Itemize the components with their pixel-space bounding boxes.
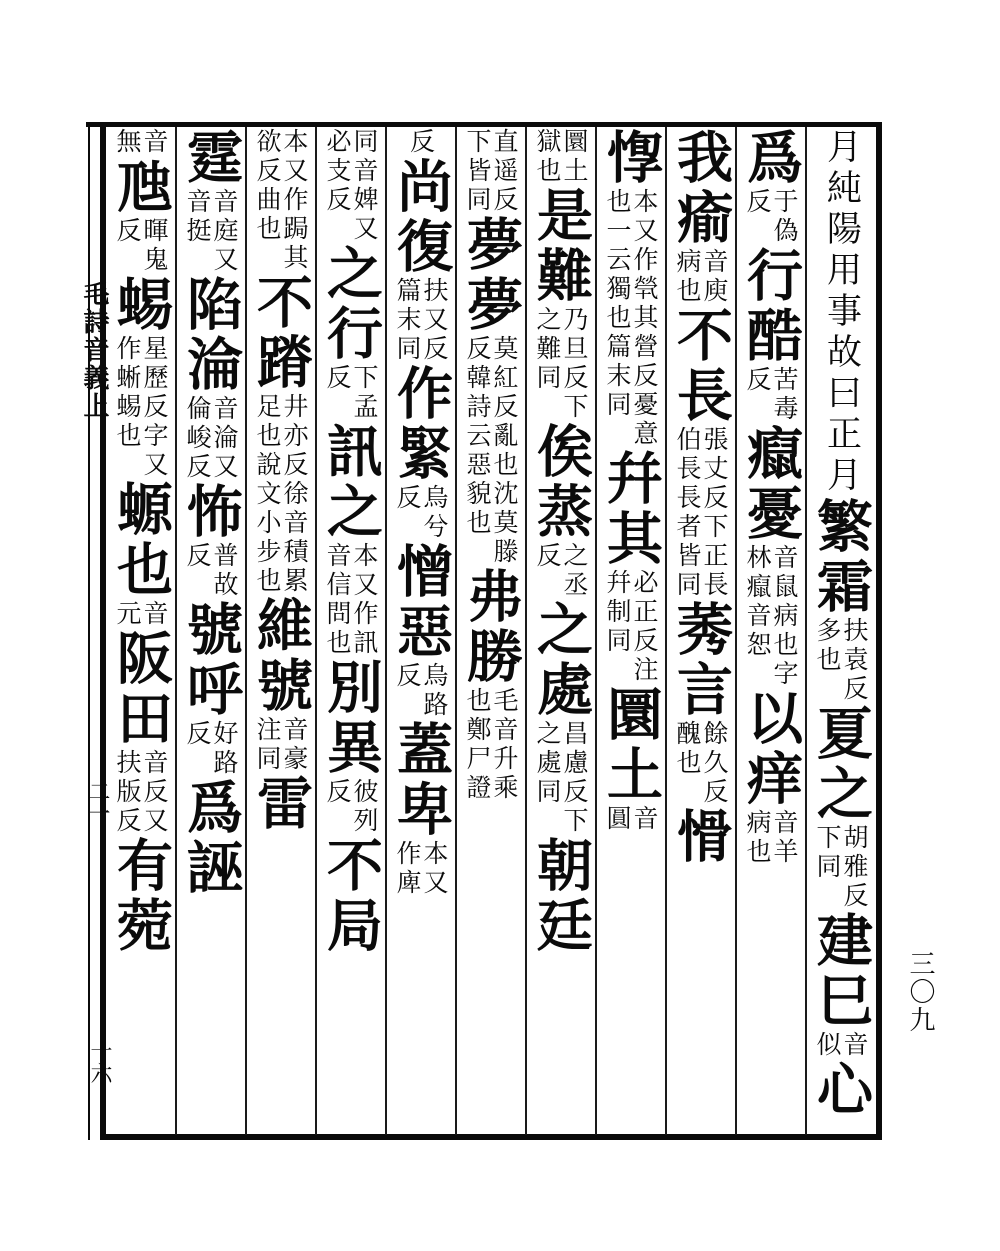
headword: 行酷 [738, 246, 804, 366]
gloss-note [115, 128, 167, 157]
headword: 圜土 [598, 685, 664, 805]
headword: 虺 [108, 157, 174, 217]
gloss-line: 胡雅反 [840, 824, 869, 911]
gloss-line: 病也 [673, 248, 702, 306]
gloss-note [185, 720, 237, 778]
gloss-line: 反 [323, 364, 352, 393]
gloss-line: 反 [113, 217, 142, 246]
gloss-line: 本又作跼其 [280, 128, 309, 273]
gloss-note [395, 662, 447, 720]
gloss-note [115, 749, 167, 836]
headword: 蓋卑 [388, 720, 454, 840]
gloss-line: 之難同 [533, 306, 562, 393]
gloss-note [815, 617, 867, 704]
headword: 我瘉 [668, 128, 734, 248]
gloss-note [605, 805, 657, 834]
gloss-line: 醜也 [673, 720, 702, 778]
gloss-line: 本又作煢其營反憂意 [630, 188, 659, 449]
gloss-note [465, 128, 517, 215]
gloss-note [745, 366, 797, 424]
gloss-note [535, 128, 587, 186]
gloss-note [325, 542, 377, 658]
gloss-line: 圜土 [560, 128, 589, 186]
page-number: 三〇九 [905, 950, 935, 1034]
gloss-line: 伯長長者皆同 [673, 426, 702, 600]
gloss-note [115, 335, 167, 480]
gloss-note [745, 809, 797, 867]
gloss-line: 病也 [743, 809, 772, 867]
gloss-line: 似 [813, 1031, 842, 1060]
headword: 朝廷 [528, 836, 594, 956]
headword: 之處 [528, 600, 594, 720]
gloss-line: 暉鬼 [140, 217, 169, 275]
headword: 作緊 [388, 364, 454, 484]
gloss-line: 必正反注 [630, 569, 659, 685]
gloss-line: 作蜥蜴也 [113, 335, 142, 451]
gloss-note [745, 188, 797, 246]
headword: 惸 [598, 128, 664, 188]
headword: 幷其 [598, 449, 664, 569]
text-column [526, 128, 596, 1133]
gloss-line: 反韓詩云惡貌也 [463, 335, 492, 538]
gloss-note [325, 128, 377, 244]
headword: 莠言 [668, 600, 734, 720]
gloss-line: 反 [743, 366, 772, 395]
margin-bottom-mark: 十六 [87, 1040, 112, 1084]
gloss-note [535, 542, 587, 600]
gloss-line: 下孟 [350, 364, 379, 422]
gloss-line: 烏兮 [420, 484, 449, 542]
gloss-line: 音庭又 [210, 188, 239, 275]
gloss-note [255, 716, 307, 774]
gloss-line: 之丞 [560, 542, 589, 600]
gloss-note [115, 217, 167, 275]
text-column [456, 128, 526, 1133]
gloss-note [255, 393, 307, 596]
gloss-line: 昌慮反下 [560, 720, 589, 836]
gloss-line: 反 [533, 542, 562, 571]
gloss-line: 反 [393, 662, 422, 691]
headword: 是難 [528, 186, 594, 306]
gloss-note [185, 188, 237, 275]
headword: 怖 [178, 482, 244, 542]
headword: 以痒 [738, 689, 804, 809]
gloss-line: 之處同 [533, 720, 562, 807]
gloss-line: 音 [140, 128, 169, 157]
headword: 弗勝 [458, 567, 524, 687]
text-column [106, 128, 176, 1133]
gloss-line: 獄也 [533, 128, 562, 186]
headword: 癙憂 [738, 424, 804, 544]
gloss-note [675, 720, 727, 807]
gloss-note [815, 1031, 867, 1060]
headword: 心 [808, 1060, 874, 1120]
gloss-line: 音鼠病也字 [770, 544, 799, 689]
gloss-note [745, 544, 797, 689]
commentary-line: 月純陽用事故曰正月 [821, 128, 862, 497]
headword: 憎惡 [388, 542, 454, 662]
gloss-line: 反 [183, 542, 212, 571]
gloss-line: 音挺 [183, 188, 212, 246]
headword: 建巳 [808, 911, 874, 1031]
headword: 阪田 [108, 629, 174, 749]
frame-bottom-border [104, 1134, 882, 1140]
gloss-note [185, 395, 237, 482]
gloss-line: 林癙音恕 [743, 544, 772, 660]
gloss-line: 音 [840, 1031, 869, 1060]
gloss-line: 本又作訊 [350, 542, 379, 658]
margin-fold-mark: 二一 [85, 780, 110, 824]
gloss-note [605, 569, 657, 685]
gloss-note [535, 720, 587, 836]
gloss-line: 扶袁反 [840, 617, 869, 704]
gloss-line: 直遥反 [490, 128, 519, 215]
gloss-line: 扶又反 [420, 277, 449, 364]
frame-left-outer-border [88, 122, 90, 1140]
gloss-line: 音 [630, 805, 659, 834]
gloss-line: 張丈反下正長 [700, 426, 729, 600]
headword: 夢夢 [458, 215, 524, 335]
headword: 之行 [318, 244, 384, 364]
gloss-note [406, 128, 436, 157]
headword: 號呼 [178, 600, 244, 720]
gloss-line: 反 [743, 188, 772, 217]
headword: 維號 [248, 596, 314, 716]
gloss-line: 反 [406, 128, 436, 157]
headword: 不蹐 [248, 273, 314, 393]
gloss-line: 毛音升乘 [490, 687, 519, 803]
gloss-line: 星歷反字又 [140, 335, 169, 480]
gloss-note [395, 484, 447, 542]
headword: 不局 [318, 836, 384, 956]
gloss-note [395, 840, 447, 898]
gloss-note [185, 542, 237, 600]
text-column [666, 128, 736, 1133]
headword: 雷 [248, 774, 314, 834]
headword: 尚復 [388, 157, 454, 277]
gloss-line: 多也 [813, 617, 842, 675]
frame-top-border [86, 122, 882, 127]
gloss-line: 扶版反 [113, 749, 142, 836]
gloss-note [465, 687, 517, 803]
gloss-note [675, 426, 727, 600]
gloss-line: 反 [323, 778, 352, 807]
headword: 俟蒸 [528, 422, 594, 542]
gloss-note [115, 600, 167, 629]
gloss-line: 反 [183, 720, 212, 749]
headword: 繁霜 [808, 497, 874, 617]
gloss-line: 音庾 [700, 248, 729, 306]
gloss-line: 本又 [420, 840, 449, 898]
text-column [176, 128, 246, 1133]
gloss-line: 音淪又 [210, 395, 239, 482]
headword: 螈也 [108, 480, 174, 600]
gloss-line: 餘久反 [700, 720, 729, 807]
gloss-line: 好路 [210, 720, 239, 778]
headword: 愲 [668, 807, 734, 867]
gloss-note [535, 306, 587, 422]
headword: 爲 [738, 128, 804, 188]
headword: 別異 [318, 658, 384, 778]
gloss-line: 于偽 [770, 188, 799, 246]
gloss-line: 下皆同 [463, 128, 492, 215]
headword: 爲誣 [178, 778, 244, 898]
gloss-line: 倫峻反 [183, 395, 212, 482]
text-column [246, 128, 316, 1133]
gloss-note [675, 248, 727, 306]
gloss-line: 井亦反徐音積累 [280, 393, 309, 596]
gloss-line: 足也說文小步也 [253, 393, 282, 596]
gloss-line: 也鄭尸證 [463, 687, 492, 803]
gloss-line: 作庳 [393, 840, 422, 898]
gloss-line: 反 [393, 484, 422, 513]
gloss-line: 同音婢又 [350, 128, 379, 244]
headword: 訊之 [318, 422, 384, 542]
text-column [806, 128, 876, 1133]
headword: 霆 [178, 128, 244, 188]
gloss-line: 彼列 [350, 778, 379, 836]
gloss-note [325, 778, 377, 836]
gloss-line: 普故 [210, 542, 239, 600]
gloss-line: 音豪 [280, 716, 309, 774]
gloss-line: 幷制同 [603, 569, 632, 656]
gloss-note [395, 277, 447, 364]
headword: 不長 [668, 306, 734, 426]
headword: 夏之 [808, 704, 874, 824]
gloss-note [815, 824, 867, 911]
gloss-line: 音反又 [140, 749, 169, 836]
gloss-line: 篇末同 [393, 277, 422, 364]
margin-book-title: 毛詩音義上 [79, 280, 109, 420]
gloss-note [255, 128, 307, 273]
gloss-line: 必支反 [323, 128, 352, 215]
headword: 陷淪 [178, 275, 244, 395]
gloss-line: 苦毒 [770, 366, 799, 424]
gloss-line: 烏路 [420, 662, 449, 720]
gloss-line: 乃旦反下 [560, 306, 589, 422]
text-column [386, 128, 456, 1133]
headword: 有菀 [108, 836, 174, 956]
gloss-line: 音 [140, 600, 169, 629]
gloss-line: 莫紅反亂也沈莫滕 [490, 335, 519, 567]
gloss-line: 注同 [253, 716, 282, 774]
text-column [596, 128, 666, 1133]
gloss-line: 音羊 [770, 809, 799, 867]
gloss-line: 欲反曲也 [253, 128, 282, 244]
gloss-line: 也一云獨也篇末同 [603, 188, 632, 420]
gloss-note [605, 188, 657, 449]
text-column [316, 128, 386, 1133]
gloss-line: 無 [113, 128, 142, 157]
gloss-line: 音信問也 [323, 542, 352, 658]
frame-right-border [876, 122, 882, 1140]
gloss-line: 圓 [603, 805, 632, 834]
gloss-note [325, 364, 377, 422]
headword: 蜴 [108, 275, 174, 335]
gloss-line: 下同 [813, 824, 842, 882]
text-column [736, 128, 806, 1133]
gloss-line: 元 [113, 600, 142, 629]
gloss-note [465, 335, 517, 567]
